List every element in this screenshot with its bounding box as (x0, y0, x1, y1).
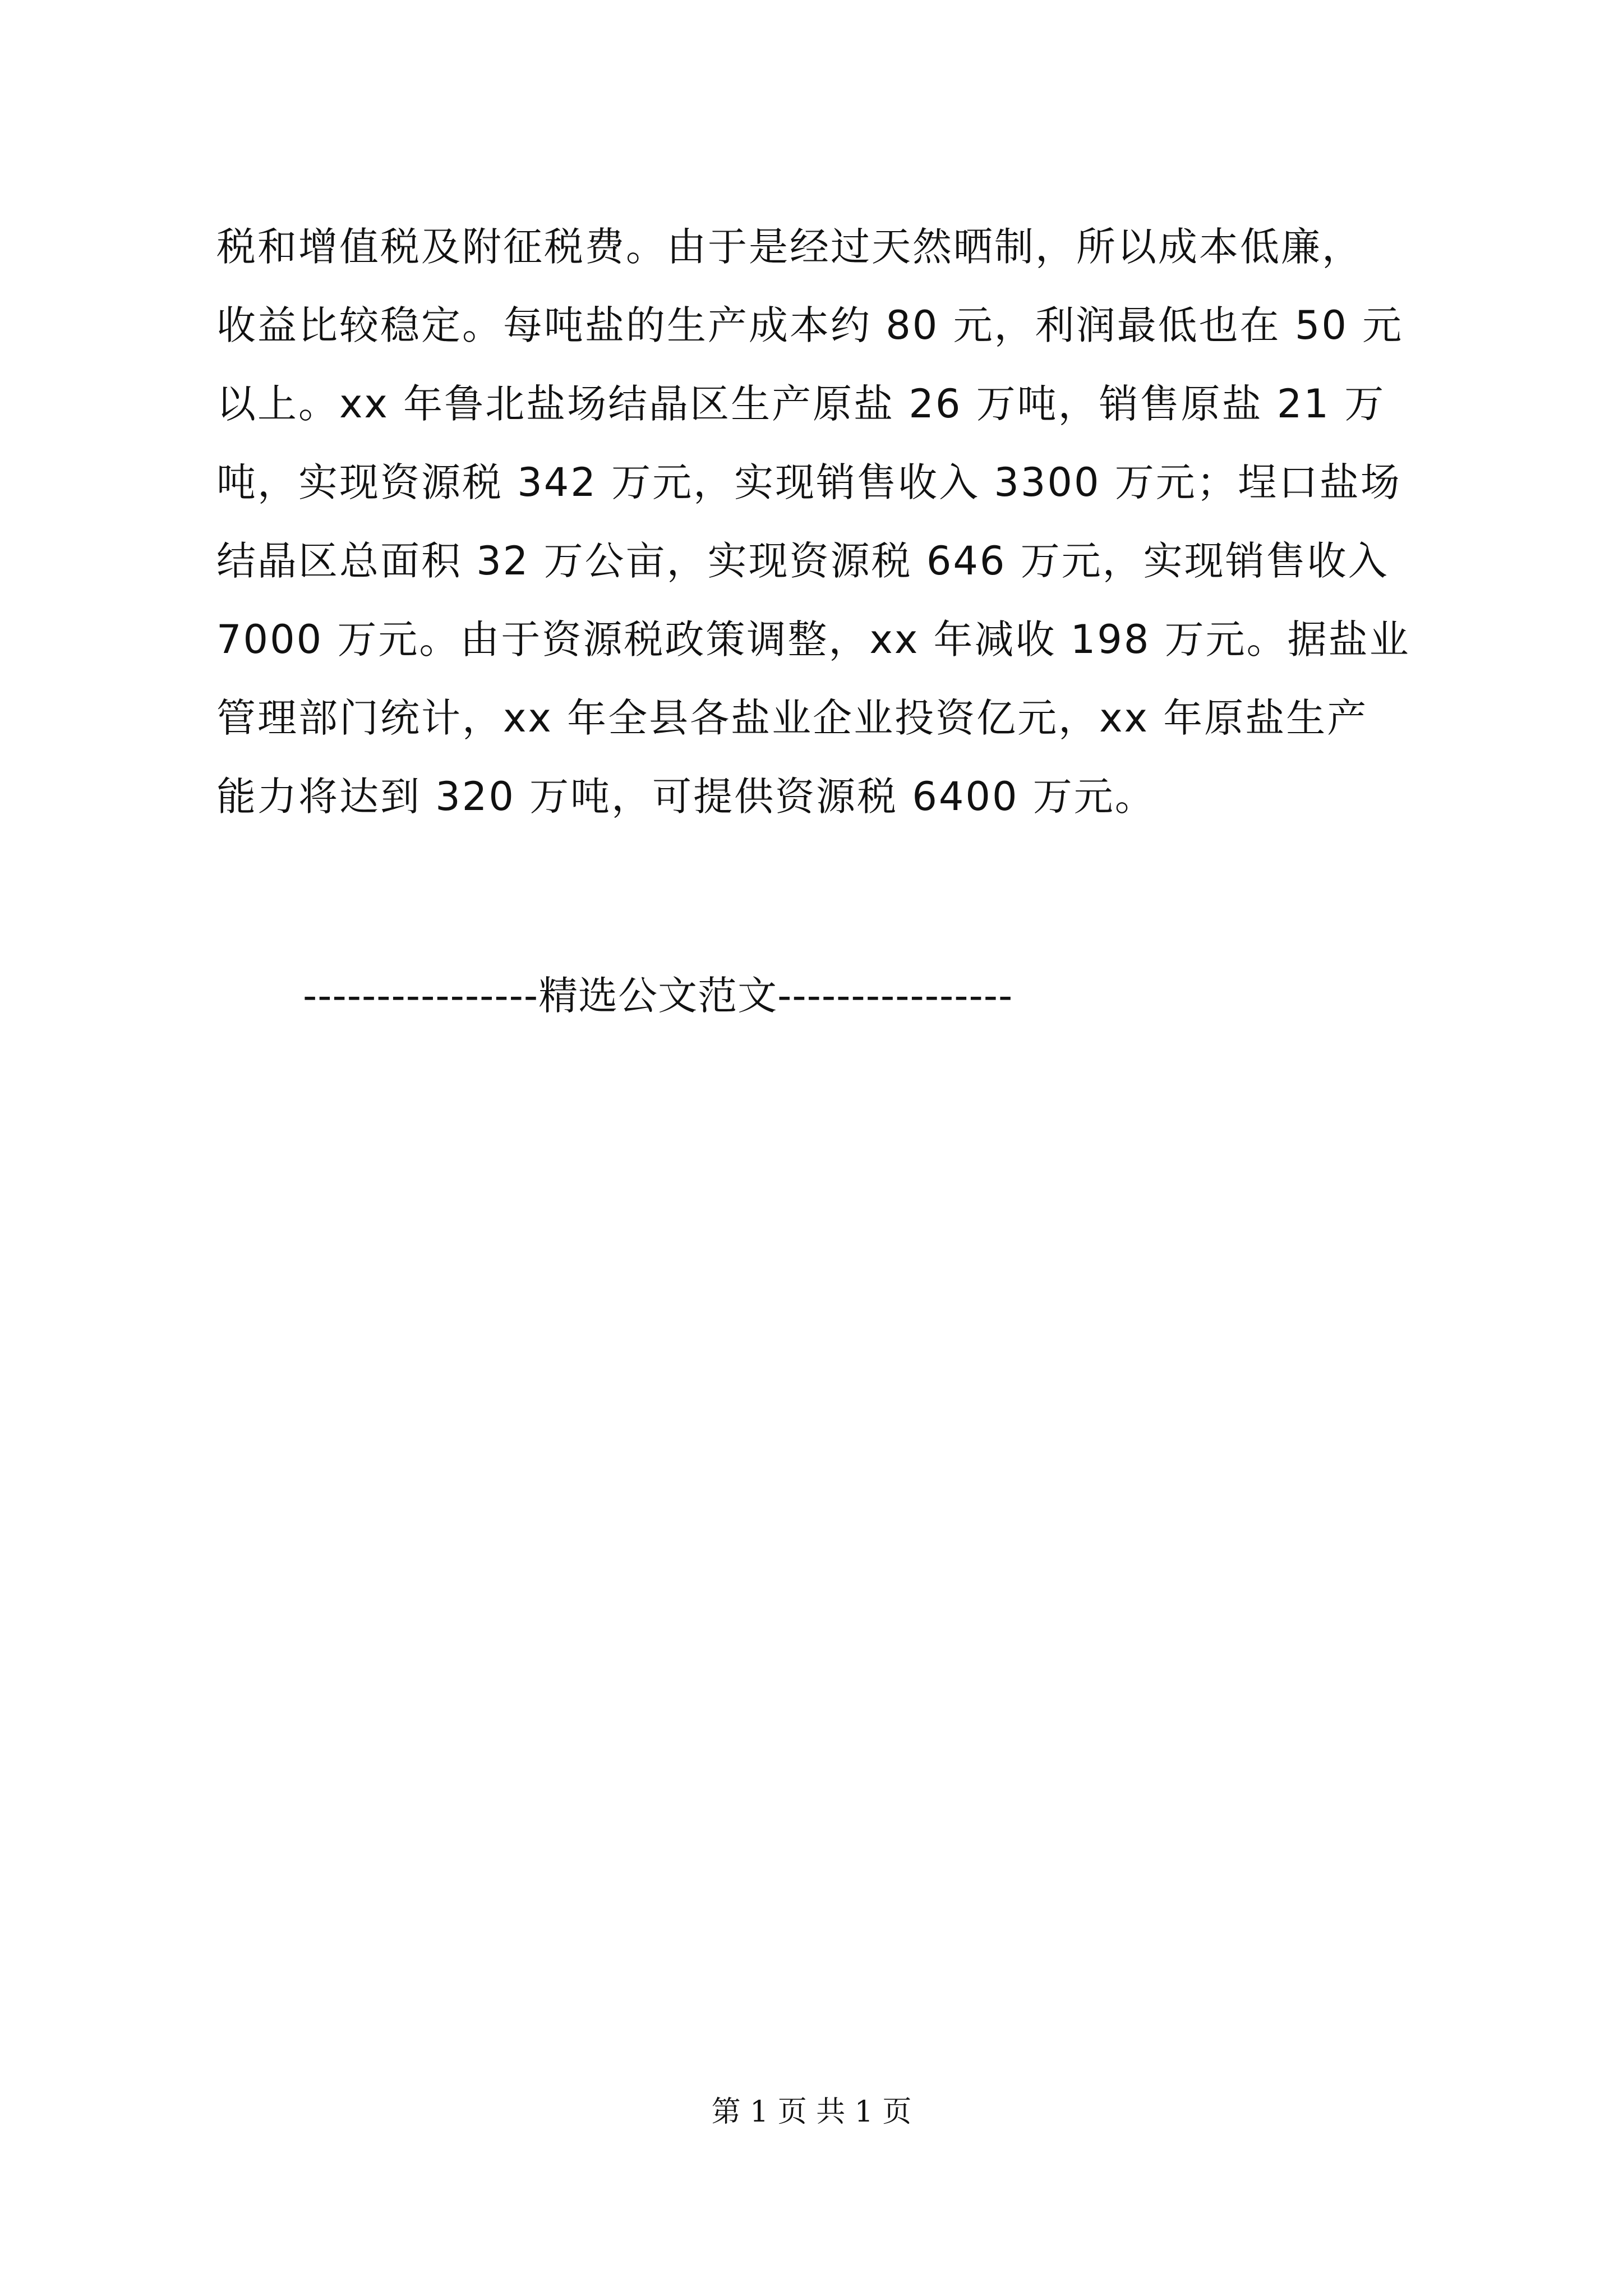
section-separator: ----------------精选公文范文---------------- (303, 973, 1013, 1019)
body-text (216, 208, 1428, 836)
text-line-3: 以上。xx 年鲁北盐场结晶区生产原盐 26 万吨，销售原盐 21 万 (216, 381, 1386, 427)
text-line-1: 税和增值税及附征税费。由于是经过天然晒制，所以成本低廉， (216, 224, 1363, 270)
text-line-6: 7000 万元。由于资源税政策调整，xx 年减收 198 万元。据盐业 (216, 616, 1410, 662)
page-footer: 第 1 页 共 1 页 (711, 2095, 912, 2129)
text-line-8: 能力将达到 320 万吨，可提供资源税 6400 万元。 (216, 774, 1156, 820)
text-line-7: 管理部门统计，xx 年全县各盐业企业投资亿元，xx 年原盐生产 (216, 695, 1368, 741)
text-line-2: 收益比较稳定。每吨盐的生产成本约 80 元，利润最低也在 50 元 (216, 302, 1404, 348)
text-line-5: 结晶区总面积 32 万公亩，实现资源税 646 万元，实现销售收入 (216, 538, 1389, 584)
text-line-4: 吨，实现资源税 342 万元，实现销售收入 3300 万元；埕口盐场 (216, 459, 1401, 505)
